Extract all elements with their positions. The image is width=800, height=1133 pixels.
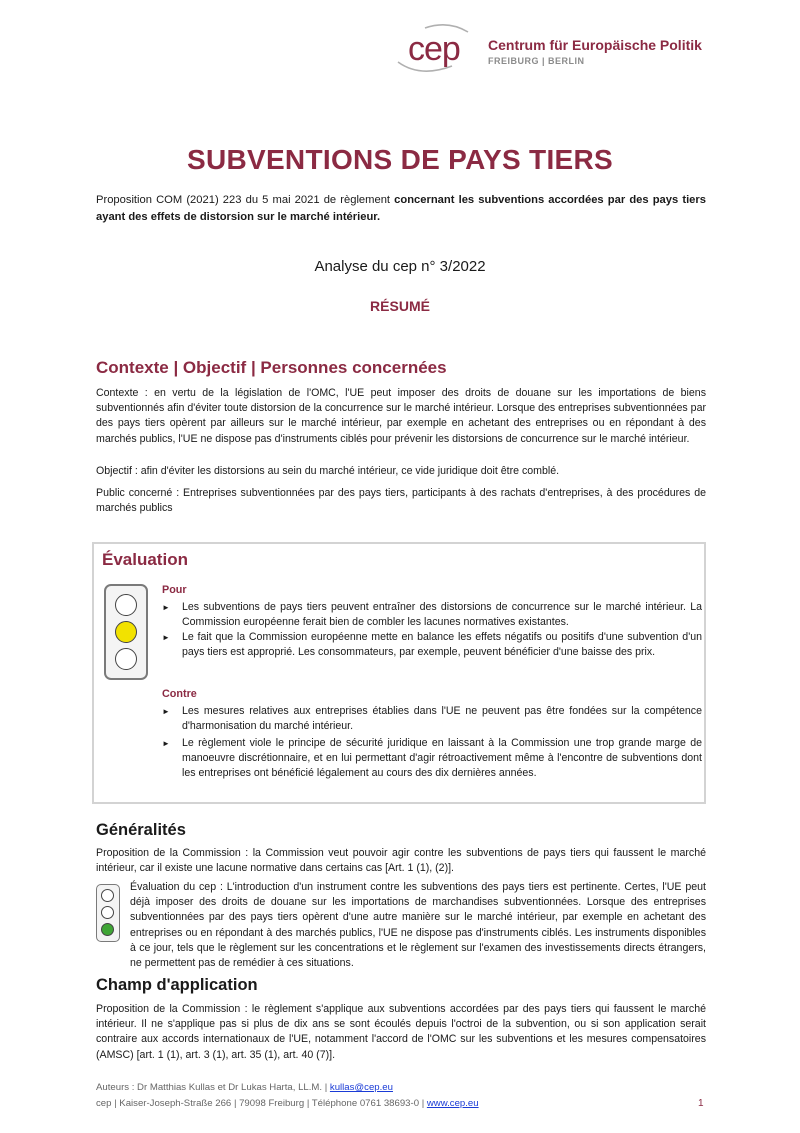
public-paragraph: Public concerné : Entreprises subventionnées par des pays tiers, participants à des rachats d'entreprises, à des procédures de marchés publics	[96, 487, 706, 515]
website-link[interactable]: www.cep.eu	[426, 1098, 479, 1109]
generalites-proposal: Proposition de la Commission : la Commission veut pouvoir agir contre les subventions de pays tiers qui faussent le marché intérieur, car il existe une lacune normative dans certains cas [Art. 1 (1), (2)].	[96, 847, 706, 875]
traffic-light-small-icon	[96, 884, 120, 942]
contexte-heading: Contexte | Objectif | Personnes concernées	[96, 358, 447, 377]
proposal-bold: concernant les subventions accordées par des pays tiers ayant des effets de distorsion sur le marché intérieur	[96, 194, 706, 223]
traffic-light-icon	[104, 584, 148, 680]
contre-item: ► Les mesures relatives aux entreprises établies dans l'UE ne peuvent pas être fondées sur la compétence d'harmonisation du marché intérieur.	[162, 705, 702, 733]
header	[390, 20, 720, 75]
generalites-heading: Généralités	[96, 821, 186, 839]
logo-text: cep	[408, 30, 460, 68]
traffic-light-small-top	[101, 889, 114, 902]
objectif-paragraph: Objectif : afin d'éviter les distorsions au sein du marché intérieur, ce vide juridique doit être comblé.	[96, 465, 560, 477]
champ-heading: Champ d'application	[96, 976, 258, 994]
brand-name: Centrum für Europäische Politik	[488, 37, 702, 53]
traffic-light-middle	[115, 621, 137, 643]
contre-item: ► Le règlement viole le principe de sécurité juridique en laissant à la Commission une trop grande marge de manoeuvre discrétionnaire, et en lui permettant d'agir rétroactivement même à l'encontre de subventions dont les entreprises ont bénéficié légalement au cours des dix dernières années.	[162, 737, 702, 780]
proposal-suffix: .	[377, 211, 381, 223]
bullet-arrow-icon: ►	[162, 633, 170, 642]
bullet-arrow-icon: ►	[162, 603, 170, 612]
pour-label: Pour	[162, 584, 187, 596]
footer-address: cep | Kaiser-Joseph-Straße 266 | 79098 Freiburg | Téléphone 0761 38693-0 | www.cep.eu	[96, 1098, 479, 1109]
analysis-number: Analyse du cep n° 3/2022	[314, 258, 486, 275]
proposal-prefix: Proposition COM (2021) 223 du 5 mai 2021 de règlement	[96, 194, 395, 206]
pour-item: ► Les subventions de pays tiers peuvent entraîner des distorsions de concurrence sur le marché intérieur. La Commission européenne ferait bien de combler les lacunes normatives existantes.	[162, 601, 702, 629]
contre-label: Contre	[162, 688, 197, 700]
summary-heading: RÉSUMÉ	[370, 298, 430, 314]
traffic-light-small-middle	[101, 906, 114, 919]
traffic-light-small-bottom	[101, 923, 114, 936]
champ-paragraph: Proposition de la Commission : le règlement s'applique aux subventions accordées par des pays tiers qui faussent le marché intérieur. Il ne s'applique pas si plus de dix ans se sont écoulés depuis l'octroi de la subvention, ou si son application serait contraire aux accords internationaux de l'UE, notamment l'accord de l'OMC sur les subventions et les mesures compensatoires (AMSC) [art. 1 (1), art. 3 (1), art. 35 (1), art. 40 (7)].	[96, 1003, 706, 1061]
evaluation-heading: Évaluation	[102, 550, 188, 569]
proposal-text	[96, 192, 706, 226]
email-link[interactable]: kullas@cep.eu	[329, 1082, 393, 1093]
bullet-arrow-icon: ►	[162, 707, 170, 716]
traffic-light-top	[115, 594, 137, 616]
bullet-arrow-icon: ►	[162, 739, 170, 748]
pour-item: ► Le fait que la Commission européenne mette en balance les effets négatifs ou positifs d'une subvention d'un pays tiers est approprié. Les consommateurs, par exemple, peuvent bénéficier d'une baisse des prix.	[162, 631, 702, 659]
contexte-paragraph: Contexte : en vertu de la législation de l'OMC, l'UE peut imposer des droits de douane sur les importations de biens subventionnés afin d'éviter toute distorsion de la concurrence sur le marché intérieur. Lorsque des entreprises subventionnées par des pays tiers opèrent par ailleurs sur le marché intérieur, par exemple en achetant des entreprises ou en répondant à des marchés publics, l'UE ne dispose pas d'instruments ciblés pour prévenir les distorsions de concurrence sur le marché intérieur.	[96, 387, 706, 445]
page-title: SUBVENTIONS DE PAYS TIERS	[186, 144, 614, 175]
brand-city: FREIBURG | BERLIN	[488, 56, 585, 66]
traffic-light-bottom	[115, 648, 137, 670]
page-number: 1	[698, 1098, 704, 1109]
generalites-evaluation: Évaluation du cep : L'introduction d'un instrument contre les subventions des pays tiers est pertinente. Certes, l'UE peut déjà imposer des droits de douane sur les importations de marchandises subventionnées. Lorsque des entreprises subventionnées par des pays tiers opèrent d'une autre manière sur le marché intérieur, par exemple en achetant des entreprises ou en répondant à des marchés publics, l'UE ne dispose pas d'instruments ciblés. Les instruments disponibles à ce jour, tels que le règlement sur les concentrations et le règlement sur l'examen des investissements directs étrangers, ne permettent pas de remédier à ces situations.	[130, 881, 706, 970]
footer-authors: Auteurs : Dr Matthias Kullas et Dr Lukas Harta, LL.M. | kullas@cep.eu	[96, 1082, 393, 1093]
